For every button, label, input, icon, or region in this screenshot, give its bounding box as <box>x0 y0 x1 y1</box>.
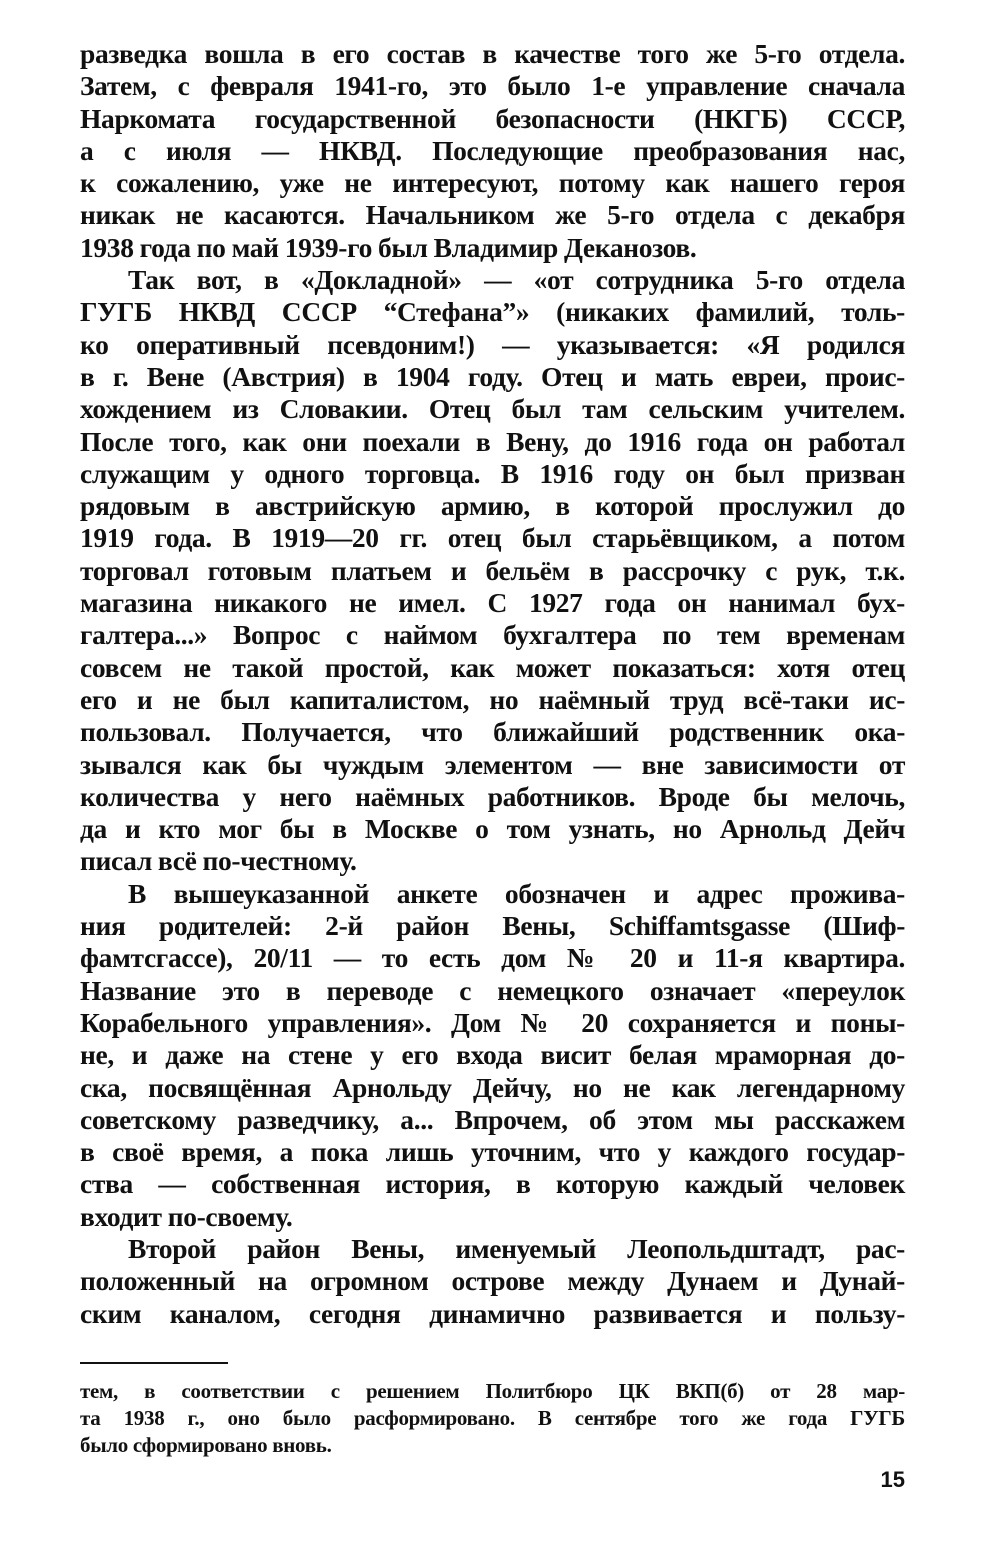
paragraph-1 <box>80 38 905 264</box>
footnote-line: тем, в соответствии с решением Политбюро ЦК ВКП(б) от 28 мар- <box>80 1379 905 1403</box>
text-line: положенный на огромном острове между Дунаем и Дунай- <box>80 1265 905 1297</box>
text-line: 1938 года по май 1939-го был Владимир Деканозов. <box>80 231 697 263</box>
text-line: советскому разведчику, а... Впрочем, об этом мы расскажем <box>80 1103 905 1135</box>
text-line: Название это в переводе с немецкого означает «переулок <box>80 974 905 1006</box>
text-line: фамтсгассе), 20/11 — то есть дом № 20 и 11-я квартира. <box>80 942 905 974</box>
text-line: не, и даже на стене у его входа висит белая мраморная до- <box>80 1039 905 1071</box>
text-line: Наркомата государственной безопасности (НКГБ) СССР, <box>80 102 905 134</box>
text-line: галтера...» Вопрос с наймом бухгалтера по тем временам <box>80 619 905 651</box>
footnote <box>80 1378 905 1459</box>
text-line: Затем, с февраля 1941-го, это было 1-е управление сначала <box>80 70 905 102</box>
text-line: входит по-своему. <box>80 1200 293 1232</box>
text-line: рядовым в австрийскую армию, в которой прослужил до <box>80 490 905 522</box>
text-line: ния родителей: 2-й район Вены, Schiffamtsgasse (Шиф- <box>80 910 905 942</box>
text-line: разведка вошла в его состав в качестве того же 5-го отдела. <box>80 38 905 69</box>
text-line: торговал готовым платьем и бельём в рассрочку с рук, т.к. <box>80 554 905 586</box>
footnote-line: та 1938 г., оно было расформировано. В сентябре того же года ГУГБ <box>80 1406 905 1430</box>
main-text <box>80 38 905 1330</box>
footnote-line: было сформировано вновь. <box>80 1433 332 1457</box>
text-line: магазина никакого не имел. С 1927 года он нанимал бух- <box>80 587 905 619</box>
text-line: Корабельного управления». Дом № 20 сохраняется и поны- <box>80 1006 905 1038</box>
text-line: ГУГБ НКВД СССР “Стефана”» (никаких фамилий, толь- <box>80 296 905 328</box>
text-line: ства — собственная история, в которую каждый человек <box>80 1168 905 1200</box>
text-line: а с июля — НКВД. Последующие преобразования нас, <box>80 134 905 166</box>
text-line: количества у него наёмных работников. Вроде бы мелочь, <box>80 780 905 812</box>
text-line: ским каналом, сегодня динамично развивается и пользу- <box>80 1297 905 1329</box>
text-line: писал всё по-честному. <box>80 845 357 877</box>
text-line: ска, посвящённая Арнольду Дейчу, но не как легендарному <box>80 1071 905 1103</box>
text-line: к сожалению, уже не интересуют, потому как нашего героя <box>80 167 905 199</box>
text-line: зывался как бы чуждым элементом — вне зависимости от <box>80 748 905 780</box>
text-line: его и не был капиталистом, но наёмный труд всё-таки ис- <box>80 683 905 715</box>
footnote-divider <box>80 1362 228 1364</box>
text-line: После того, как они поехали в Вену, до 1916 года он работал <box>80 425 905 457</box>
text-line: в г. Вене (Австрия) в 1904 году. Отец и мать евреи, проис- <box>80 360 905 392</box>
text-line: да и кто мог бы в Москве о том узнать, но Арнольд Дейч <box>80 813 905 845</box>
text-line: Так вот, в «Докладной» — «от сотрудника 5-го отдела <box>128 264 905 296</box>
page-number: 15 <box>880 1467 905 1492</box>
text-line: В вышеуказанной анкете обозначен и адрес прожива- <box>128 877 905 909</box>
paragraph-4 <box>80 1233 905 1330</box>
paragraph-2 <box>80 264 905 878</box>
text-line: служащим у одного торговца. В 1916 году он был призван <box>80 457 905 489</box>
text-line: никак не касаются. Начальником же 5-го отдела с декабря <box>80 199 905 231</box>
text-line: 1919 года. В 1919—20 гг. отец был старьёвщиком, а потом <box>80 522 905 554</box>
text-line: Второй район Вены, именуемый Леопольдштадт, рас- <box>128 1232 905 1264</box>
text-line: в своё время, а пока лишь уточним, что у каждого государ- <box>80 1136 905 1168</box>
paragraph-3 <box>80 878 905 1233</box>
text-line: хождением из Словакии. Отец был там сельским учителем. <box>80 393 905 425</box>
text-line: пользовал. Получается, что ближайший родственник ока- <box>80 716 905 748</box>
text-line: ко оперативный псевдоним!) — указывается: «Я родился <box>80 328 905 360</box>
text-line: совсем не такой простой, как может показаться: хотя отец <box>80 651 905 683</box>
